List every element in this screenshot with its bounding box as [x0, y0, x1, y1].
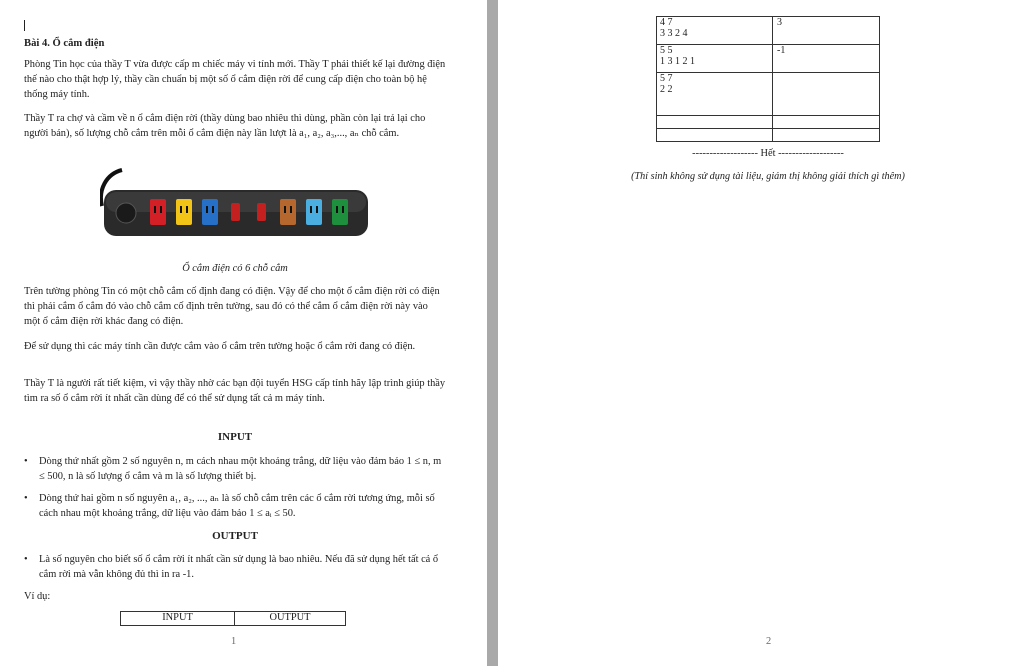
bullet-icon: • [24, 493, 28, 504]
table-row [657, 17, 880, 45]
input-bullet-text: Dòng thứ nhất gồm 2 số nguyên n, m cách nhau một khoảng trắng, dữ liệu vào đảm bảo 1 ≤ n, m ≤ 500, n là số lượng ổ cắm và m là số lượng thiết bị. [39, 456, 442, 482]
output-cell [773, 73, 880, 116]
input-line: 4 7 [660, 17, 673, 28]
socket-hole [336, 206, 338, 213]
example-table [656, 16, 880, 142]
image-caption: Ổ cắm điện có 6 chỗ cắm [182, 263, 288, 274]
example-label: Ví dụ: [24, 591, 51, 602]
input-cell [657, 73, 773, 116]
socket-hole [342, 206, 344, 213]
input-line: 5 7 [660, 73, 673, 84]
input-bullet-2 [24, 491, 446, 523]
output-bullet-1 [24, 552, 446, 584]
end-marker: ------------------- Hết ------------------- [692, 148, 844, 159]
socket-hole [154, 206, 156, 213]
socket [332, 199, 348, 225]
input-cell [657, 17, 773, 45]
socket [306, 199, 322, 225]
output-heading: OUTPUT [212, 530, 258, 542]
output-cell: 3 [773, 17, 880, 45]
document-page-2 [498, 0, 1024, 666]
output-cell: -1 [773, 45, 880, 73]
exam-note: (Thí sinh không sử dụng tài liệu, giám thị không giải thích gì thêm) [631, 171, 905, 182]
input-bullet-1 [24, 454, 446, 486]
socket-hole [186, 206, 188, 213]
output-cell [773, 116, 880, 129]
paragraph-2: Thầy T ra chợ và cầm về n ổ cắm điện rời (thầy dùng bao nhiêu thì dùng, phần còn lại trả lại cho người bán), số lượng chỗ cắm trên mỗi ổ cắm điện này lần lượt là a₁, a₂, a₃,..., aₙ chỗ cắm. [24, 113, 426, 139]
socket-hole [310, 206, 312, 213]
table-header-input: INPUT [121, 612, 235, 626]
table-row [657, 73, 880, 116]
table-row [657, 45, 880, 73]
socket-hole [180, 206, 182, 213]
socket-hole [284, 206, 286, 213]
socket [202, 199, 218, 225]
input-line: 5 5 [660, 45, 673, 56]
input-cell [657, 116, 773, 129]
paragraph-5: Thầy T là người rất tiết kiệm, vì vậy thầy nhờ các bạn đội tuyển HSG cấp tỉnh hãy lập trình giúp thầy tìm ra số ổ cắm rời ít nhất cần dùng để có thể sử dụng tất cả m máy tính. [24, 378, 446, 404]
socket-hole [160, 206, 162, 213]
socket [150, 199, 166, 225]
socket [280, 199, 296, 225]
input-cell [657, 45, 773, 73]
table-row [657, 116, 880, 129]
socket-hole [316, 206, 318, 213]
socket-hole [290, 206, 292, 213]
input-line: 1 3 1 2 1 [660, 56, 695, 67]
output-bullet-text: Là số nguyên cho biết số ổ cắm rời ít nhất cần sử dụng là bao nhiêu. Nếu đã sử dụng hết tất cả ổ cắm rời mà vẫn không đủ thì in ra -1. [39, 554, 439, 580]
input-bullet-text: Dòng thứ hai gồm n số nguyên a₁, a₂, ..., aₙ là số chỗ cắm trên các ổ cắm rời tương ứng, mỗi số cách nhau một khoảng trắng, dữ liệu vào đảm bảo 1 ≤ aᵢ ≤ 50. [39, 493, 435, 519]
document-page-1 [0, 0, 487, 666]
socket [176, 199, 192, 225]
input-heading: INPUT [217, 431, 253, 443]
socket-hole [206, 206, 208, 213]
switch [257, 203, 266, 221]
output-cell [773, 129, 880, 142]
socket-hole [212, 206, 214, 213]
table-header-output: OUTPUT [235, 612, 346, 626]
input-line: 3 3 2 4 [660, 28, 688, 39]
example-table-header [120, 611, 346, 626]
page-number: 1 [231, 636, 237, 647]
switch [231, 203, 240, 221]
page-number: 2 [766, 636, 772, 647]
input-line: 2 2 [660, 84, 673, 95]
text-cursor [24, 20, 25, 31]
problem-title: Bài 4. Ổ cắm điện [24, 38, 105, 49]
table-row [657, 129, 880, 142]
paragraph-1: Phòng Tin học của thầy T vừa được cấp m chiếc máy vi tính mới. Thầy T phải thiết kế lại đường điện thế nào cho thật hợp lý, thầy cần chuẩn bị một số ổ cắm điện rời để cung cấp điện cho toàn bộ hệ thống máy tính. [24, 59, 446, 100]
paragraph-3: Trên tường phòng Tin có một chỗ cắm cố định đang có điện. Vậy để cho một ổ cắm điện rời có điện thì phải cắm ổ cắm đó vào chỗ cắm cố định trên tường, sau đó có thể cắm ổ cắm điện rời này vào một ổ cắm điện rời khác đang có điện. [24, 286, 440, 327]
input-cell [657, 129, 773, 142]
power-strip-image [100, 168, 370, 242]
paragraph-4: Để sử dụng thì các máy tính cần được cắm vào ổ cắm trên tường hoặc ổ cắm rời đang có điện. [24, 341, 416, 352]
bullet-icon: • [24, 554, 28, 565]
bullet-icon: • [24, 456, 28, 467]
